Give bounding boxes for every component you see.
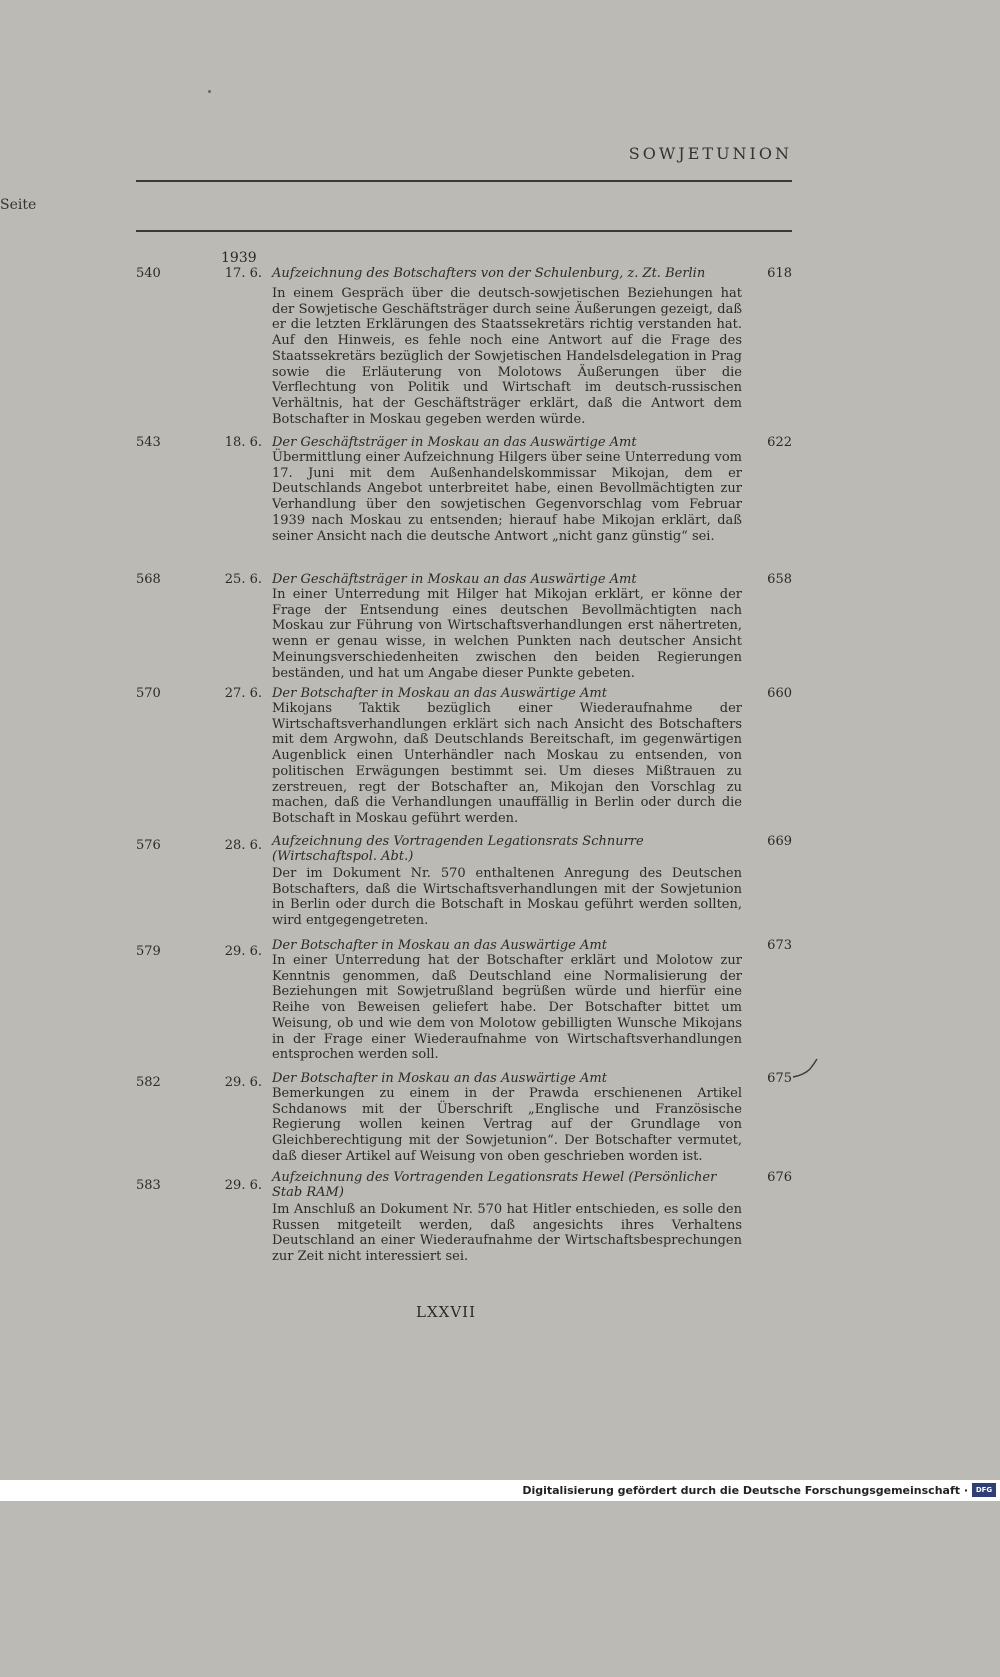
entry-date: 29. 6. [224, 944, 262, 959]
entry-text: In einem Gespräch über die deutsch-sowjetischen Beziehungen hat der Sowjetische Geschäftsträger durch seine Äußerungen gezeigt, daß er die letzten Erklärungen des Staatssekretärs richtig verstanden hat. Auf den Hinweis, es fehle noch eine Antwort auf die Frage des Staatssekretärs bezüglich der Sowjetischen Handelsdelegation in Prag sowie die Erläuterung von Molotows Äußerungen über die Verflechtung von Politik und Wirtschaft im deutsch-russischen Verhältnis, hat der Geschäftsträger erklärt, daß die Antwort dem Botschafter in Moskau gegeben werden würde. [272, 286, 742, 427]
entry-page: 618 [767, 266, 792, 281]
header-rule-bottom [136, 230, 792, 232]
entry-text: Im Anschluß an Dokument Nr. 570 hat Hitler entschieden, es solle den Russen mitgeteilt werden, daß angesichts ihres Verhaltens Deutschland an einer Wiederaufnahme der Wirtschaftsbesprechungen zur Zeit nicht interessiert sei. [272, 1202, 742, 1265]
entry-title: Der Botschafter in Moskau an das Auswärtige Amt [272, 686, 607, 701]
column-header-page: Seite [0, 197, 1000, 1677]
entry-title: Der Botschafter in Moskau an das Auswärtige Amt [272, 938, 607, 953]
entry-number: 540 [136, 266, 161, 281]
entry-text: In einer Unterredung mit Hilger hat Mikojan erklärt, er könne der Frage der Entsendung eines deutschen Bevollmächtigten nach Moskau zur Führung von Wirtschaftsverhandlungen erst nähertreten, wenn er genau wisse, in welchen Punkten nach deutscher Ansicht Meinungsverschiedenheiten zwischen den beiden Regierungen beständen, und hat um Angabe dieser Punkte gebeten. [272, 587, 742, 681]
entry-date: 29. 6. [224, 1075, 262, 1090]
entry-date: 29. 6. [224, 1178, 262, 1193]
entry-date: 25. 6. [224, 572, 262, 587]
entry-date: 28. 6. [224, 838, 262, 853]
entry-title: Der Botschafter in Moskau an das Auswärtige Amt [272, 1071, 607, 1086]
entry-text: Der im Dokument Nr. 570 enthaltenen Anregung des Deutschen Botschafters, daß die Wirtschaftsverhandlungen mit der Sowjetunion in Berlin oder durch die Botschaft in Moskau geführt werden sollten, wird entgegengetreten. [272, 866, 742, 929]
entry-number: 543 [136, 435, 161, 450]
entry-number: 576 [136, 838, 161, 853]
entry-number: 570 [136, 686, 161, 701]
entry-date: 18. 6. [224, 435, 262, 450]
entry-body [272, 834, 742, 929]
entry-body [272, 572, 742, 681]
entry-title: Der Geschäftsträger in Moskau an das Auswärtige Amt [272, 572, 637, 587]
scan-speck [208, 90, 211, 93]
entry-body [272, 435, 742, 544]
dfg-logo-icon: DFG [972, 1483, 996, 1497]
entry-text: Mikojans Taktik bezüglich einer Wiederaufnahme der Wirtschaftsverhandlungen erklärt sich nach Ansicht des Botschafters mit dem Argwohn, daß Deutschlands Bereitschaft, im gegenwärtigen Augenblick einen Unterhändler nach Moskau zu entsenden, von politischen Erwägungen bestimmt sei. Um dieses Mißtrauen zu zerstreuen, regt der Botschafter an, Mikojan den Vorschlag zu machen, daß die Verhandlungen unauffällig in Berlin oder durch die Botschaft in Moskau geführt werden. [272, 701, 742, 826]
entry-page: 660 [767, 686, 792, 701]
entry-page: 658 [767, 572, 792, 587]
entry-number: 582 [136, 1075, 161, 1090]
handwritten-check-mark [790, 1058, 820, 1080]
entry-title: Aufzeichnung des Vortragenden Legationsrats Hewel (Persönlicher Stab RAM) [272, 1170, 717, 1200]
entry-title: Aufzeichnung des Vortragenden Legationsrats Schnurre (Wirtschaftspol. Abt.) [272, 834, 644, 864]
entry-page: 622 [767, 435, 792, 450]
entry-page: 669 [767, 834, 792, 849]
entry-body [272, 1170, 742, 1265]
entry-number: 583 [136, 1178, 161, 1193]
entry-page: 675 [767, 1071, 792, 1086]
footer-credit: Digitalisierung gefördert durch die Deutsche Forschungsgemeinschaft · [522, 1484, 968, 1497]
entry-body [272, 266, 742, 427]
entry-page: 673 [767, 938, 792, 953]
entry-page: 676 [767, 1170, 792, 1185]
section-title: SOWJETUNION [628, 144, 792, 163]
entry-number: 579 [136, 944, 161, 959]
entry-body [272, 686, 742, 827]
entry-body [272, 938, 742, 1063]
entry-title: Der Geschäftsträger in Moskau an das Auswärtige Amt [272, 435, 637, 450]
year-label: 1939 [221, 250, 257, 266]
entry-text: Übermittlung einer Aufzeichnung Hilgers über seine Unterredung vom 17. Juni mit dem Außenhandelskommissar Mikojan, dem er Deutschlands Angebot unterbreitet habe, einen Bevollmächtigten zur Verhandlung über den sowjetischen Gegenvorschlag vom Februar 1939 nach Moskau zu entsenden; hierauf habe Mikojan erklärt, daß seiner Ansicht nach die deutsche Antwort „nicht ganz günstig“ sei. [272, 450, 742, 544]
header-rule-top [136, 180, 792, 182]
page-folio: LXXVII [416, 1303, 477, 1321]
digitization-footer [0, 1480, 1000, 1501]
entry-text: Bemerkungen zu einem in der Prawda erschienenen Artikel Schdanows mit der Überschrift „Englische und Französische Regierung wollen keinen Vertrag auf der Grundlage von Gleichberechtigung mit der Sowjetunion“. Der Botschafter vermutet, daß dieser Artikel auf Weisung von oben geschrieben worden ist. [272, 1086, 742, 1164]
entry-date: 27. 6. [224, 686, 262, 701]
entry-date: 17. 6. [224, 266, 262, 281]
entry-title: Aufzeichnung des Botschafters von der Schulenburg, z. Zt. Berlin [272, 266, 706, 281]
entry-number: 568 [136, 572, 161, 587]
entry-body [272, 1071, 742, 1165]
entry-text: In einer Unterredung hat der Botschafter erklärt und Molotow zur Kenntnis genommen, daß Deutschland eine Normalisierung der Beziehungen mit Sowjetrußland begrüßen würde und hierfür eine Reihe von Beweisen geliefert habe. Der Botschafter bittet um Weisung, ob und wie dem von Molotow gebilligten Wunsche Mikojans in der Frage einer Wiederaufnahme von Wirtschaftsverhandlungen entsprochen werden soll. [272, 953, 742, 1063]
